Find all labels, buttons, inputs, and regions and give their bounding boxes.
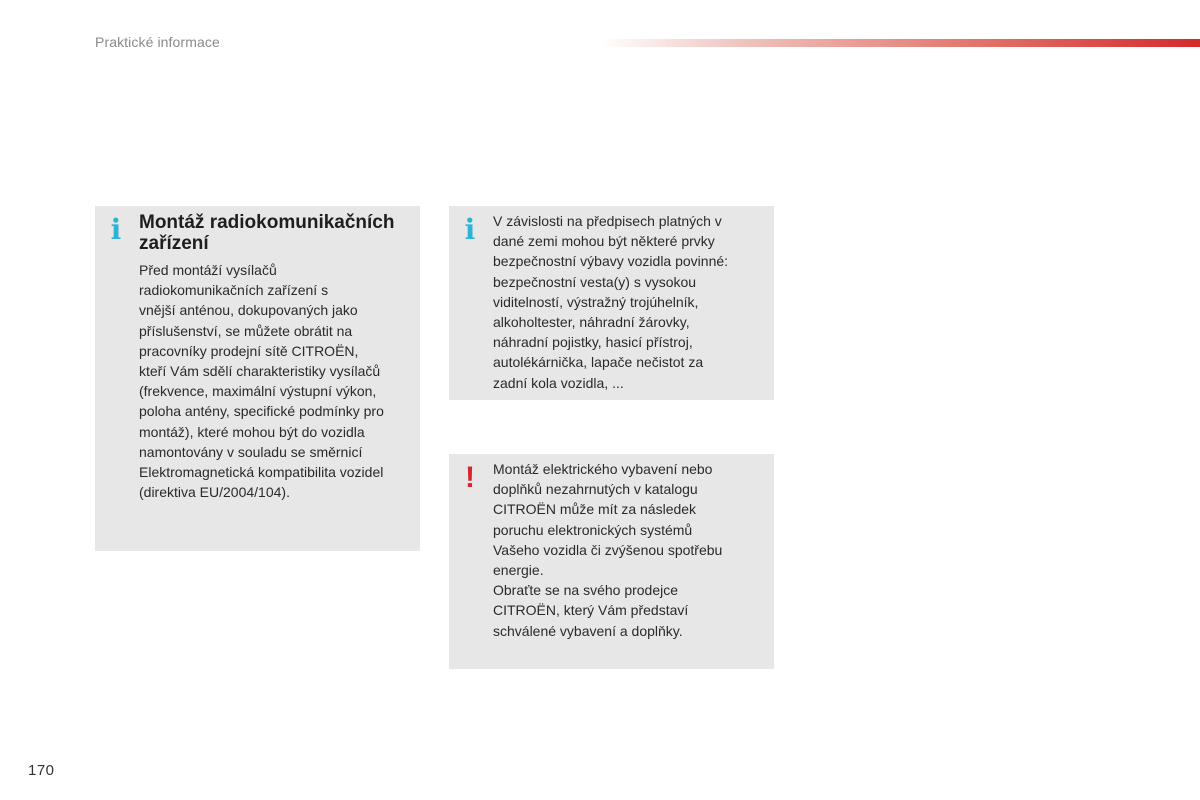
warning-icon: ! <box>465 461 475 494</box>
info-box-text: V závislosti na předpisech platných v dané zemi mohou být některé prvky bezpečnostní výbavy vozidla povinné: bezpečnostní vesta(y) s vysokou viditelností, výstražný trojúhelník, alkoholtester, náhradní žárovky, náhradní pojistky, hasicí přístroj, autolékárnička, lapače nečistot za zadní kola vozidla, ... <box>493 213 729 391</box>
info-box-safety-equipment <box>449 206 774 400</box>
info-icon: i <box>110 213 122 246</box>
section-title: Praktické informace <box>95 34 220 50</box>
info-box-heading: Montáž radiokomunikačních zařízení <box>139 212 395 254</box>
warning-box-text: Montáž elektrického vybavení nebo doplňků nezahrnutých v katalogu CITROËN může mít za následek poruchu elektronických systémů Vašeho vozidla či zvýšenou spotřebu energie. Obraťte se na svého prodejce CITROËN, který Vám představí schválené vybavení a doplňky. <box>493 461 723 639</box>
page-number: 170 <box>28 762 55 779</box>
warning-box-electrical-equipment <box>449 454 774 669</box>
info-box-radio-equipment <box>95 206 420 551</box>
header-accent-bar <box>600 39 1200 47</box>
info-box-text: Před montáží vysílačů radiokomunikačních zařízení s vnější anténou, dokupovaných jako příslušenství, se můžete obrátit na pracovníky prodejní sítě CITROËN, kteří Vám sdělí charakteristiky vysílačů (frekvence, maximální výstupní výkon, poloha antény, specifické podmínky pro montáž), které mohou být do vozidla namontovány v souladu se směrnicí Elektromagnetická kompatibilita vozidel (direktiva EU/2004/104). <box>139 262 384 501</box>
info-icon: i <box>464 213 476 246</box>
